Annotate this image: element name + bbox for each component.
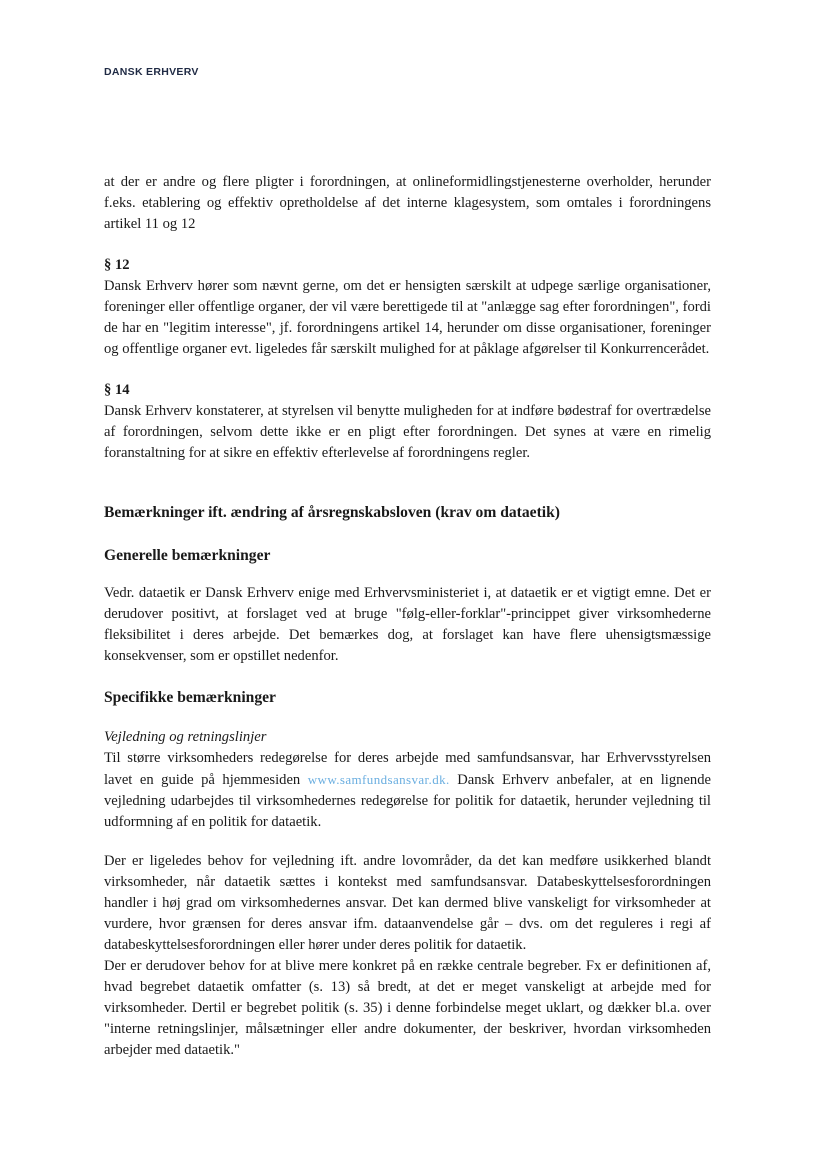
- guidance-paragraph: [104, 748, 711, 833]
- general-remarks-paragraph: Vedr. dataetik er Dansk Erhverv enige med Erhvervsministeriet i, at dataetik er et vigtigt emne. Det er derudover positivt, at forslaget ved at bruge "følg-eller-forklar"-princippet giver virksomhederne fleksibilitet i deres arbejde. Det bemærkes dog, at forslaget kan have flere uhensigtsmæssige konsekvenser, som er opstillet nedenfor.: [104, 585, 711, 664]
- guidance-subheading: Vejledning og retningslinjer: [104, 729, 267, 745]
- specific-remarks-heading: Specifikke bemærkninger: [104, 689, 276, 706]
- section-14-paragraph: Dansk Erhverv konstaterer, at styrelsen vil benytte muligheden for at indføre bødestraf for overtrædelse af forordningen, selvom dette ikke er en pligt efter forordningen. Det synes at være en rimelig foranstaltning for at sikre en effektiv efterlevelse af forordningens regler.: [104, 403, 711, 461]
- section-14-heading: § 14: [104, 382, 130, 398]
- section-12-paragraph: Dansk Erhverv hører som nævnt gerne, om det er hensigten særskilt at udpege særlige organisationer, foreninger eller offentlige organer, der vil være berettigede til at "anlægge sag efter forordningen", fordi de har en "legitim interesse", jf. forordningens artikel 14, herunder om disse organisationer, foreninger og offentlige organer evt. ligeledes får særskilt mulighed for at påklage afgørelser til Konkurrencerådet.: [104, 278, 711, 357]
- guidance-text-after: Dansk Erhverv anbefaler, at en lignende vejledning udarbejdes til virksomhedernes redegørelse for politik for dataetik, herunder vejledning til udformning af en politik for dataetik.: [104, 772, 711, 830]
- guidance-text-before: Til større virksomheders redegørelse for deres arbejde med samfundsansvar, har Erhvervsstyrelsen lavet en guide på hjemmesiden: [104, 750, 711, 788]
- samfundsansvar-link[interactable]: www.samfundsansvar.dk.: [307, 772, 450, 787]
- remarks-heading: Bemærkninger ift. ændring af årsregnskabsloven (krav om dataetik): [104, 504, 560, 521]
- general-remarks-heading: Generelle bemærkninger: [104, 547, 271, 564]
- header-brand: DANSK ERHVERV: [104, 66, 199, 78]
- guidance-paragraph-2: Der er ligeledes behov for vejledning ift. andre lovområder, da det kan medføre usikkerhed blandt virksomheder, når dataetik sættes i kontekst med samfundsansvar. Databeskyttelsesforordningen handler i høj grad om virksomhedernes ansvar. Det kan dermed blive vanskeligt for virksomheder at vurdere, hvor grænsen for deres ansvar ifm. dataanvendelse går – dvs. om det reguleres i regi af databeskyttelsesforordningen eller hører under deres politik for dataetik.: [104, 853, 711, 953]
- section-12-heading: § 12: [104, 257, 130, 273]
- intro-paragraph: at der er andre og flere pligter i forordningen, at onlineformidlingstjenesterne overholder, herunder f.eks. etablering og effektiv opretholdelse af det interne klagesystem, som omtales i forordningens artikel 11 og 12: [104, 174, 711, 232]
- document-body: [104, 172, 711, 1061]
- guidance-paragraph-3: Der er derudover behov for at blive mere konkret på en række centrale begreber. Fx er definitionen af, hvad begrebet dataetik omfatter (s. 13) så bredt, at det er meget vanskeligt at arbejde med for virksomheder. Dertil er begrebet politik (s. 35) i denne forbindelse meget uklart, og dækker bl.a. over "interne retningslinjer, målsætninger eller andre dokumenter, der beskriver, hvordan virksomheden arbejder med dataetik.": [104, 958, 711, 1058]
